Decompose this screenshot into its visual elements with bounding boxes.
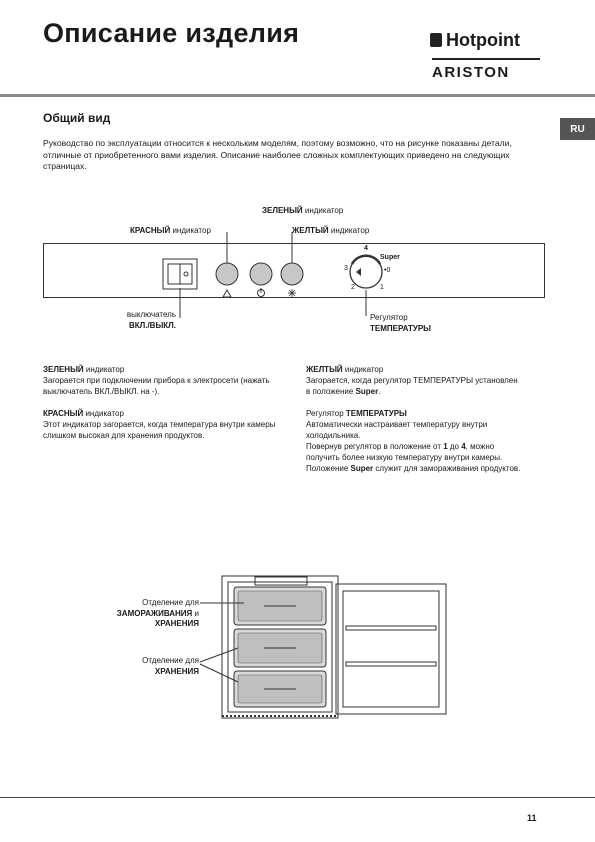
logo-brand-top: Hotpoint (446, 30, 520, 50)
snowflake-icon (288, 289, 296, 297)
leader-storage-2 (200, 664, 238, 682)
green-indicator-description: ЗЕЛЕНЫЙ индикатор Загорается при подключении прибора к электросети (нажать выключатель ВКЛ./ВЫКЛ. на -). (43, 365, 270, 396)
door-outline (336, 584, 446, 714)
page-title: Описание изделия (43, 18, 300, 48)
dial-mark-4: 4 (364, 245, 368, 252)
regulator-description: Регулятор ТЕМПЕРАТУРЫ Автоматически настраивает температуру внутри холодильника. Повернув регулятор в положение от 1 до 4, можно получить более низкую температуру внутри камеры. Положение Super служит для замораживания продуктов. (306, 409, 521, 473)
leader-storage-1 (200, 648, 238, 662)
brand-logo (430, 30, 542, 80)
dial-mark-1: 1 (380, 284, 384, 291)
footer-divider (0, 797, 595, 798)
label-power-switch: выключатель ВКЛ./ВЫКЛ. (126, 310, 176, 330)
label-temperature-regulator: Регулятор ТЕМПЕРАТУРЫ (370, 313, 432, 333)
dial-mark-super: Super (380, 254, 400, 261)
label-yellow-indicator: ЖЕЛТЫЙ индикатор (292, 226, 370, 235)
dial-mark-3: 3 (344, 265, 348, 272)
label-red-indicator: КРАСНЫЙ индикатор (130, 226, 211, 235)
red-indicator-description: КРАСНЫЙ индикатор Этот индикатор загорается, когда температура внутри камеры слишком высокая для хранения продуктов. (43, 409, 276, 440)
cabinet-control-strip (255, 577, 307, 585)
page-number: 11 (527, 813, 537, 823)
logo-brand-bottom: ARISTON (432, 64, 510, 81)
label-storage-compartment: Отделение для ХРАНЕНИЯ (142, 656, 199, 676)
dial-mark-0: •0 (384, 267, 391, 274)
appliance-drawing (0, 570, 595, 725)
warning-icon (223, 290, 231, 297)
yellow-indicator-lamp (281, 263, 303, 285)
red-indicator-lamp (216, 263, 238, 285)
door-inner (343, 591, 439, 707)
green-indicator-lamp (250, 263, 272, 285)
label-freezer-compartment: Отделение для ЗАМОРАЖИВАНИЯ и ХРАНЕНИЯ (116, 598, 199, 628)
language-badge: RU (560, 118, 595, 140)
door-shelf-1 (346, 626, 436, 630)
label-green-indicator: ЗЕЛЕНЫЙ индикатор (262, 206, 344, 215)
yellow-indicator-description: ЖЕЛТЫЙ индикатор Загорается, когда регулятор ТЕМПЕРАТУРЫ установлен в положение Super. (306, 365, 518, 396)
intro-paragraph: Руководство по эксплуатации относится к нескольким моделям, поэтому возможно, что на рисунке показаны детали, отличные от приобретенного вами изделия. Описание наиболее сложных комплектующих приведено на следующих страницах. (43, 138, 512, 171)
header-divider (0, 94, 595, 97)
section-title: Общий вид (43, 111, 111, 125)
power-switch-dot (184, 272, 188, 276)
door-shelf-2 (346, 662, 436, 666)
dial-mark-2: 2 (351, 284, 355, 291)
logo-mark-icon (430, 33, 442, 47)
logo-divider (432, 58, 540, 60)
control-panel-drawing (0, 200, 595, 340)
